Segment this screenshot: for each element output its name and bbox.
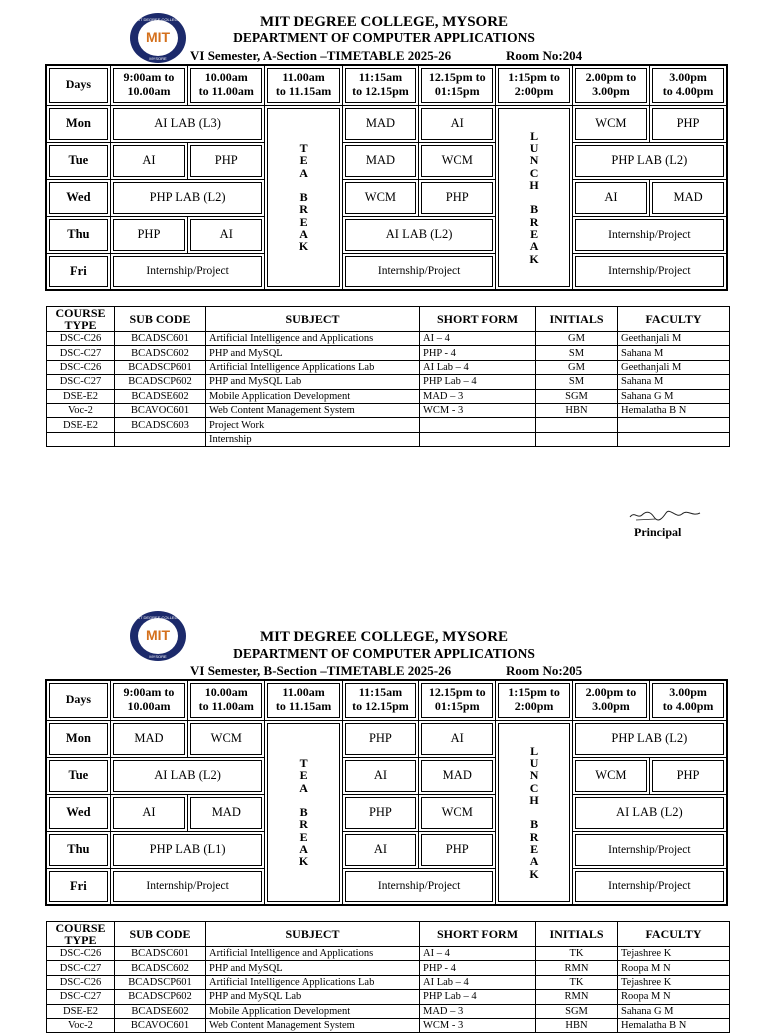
time-header: 11.00am to 11.15am: [265, 680, 342, 720]
class-cell: Internship/Project: [572, 253, 727, 290]
class-cell: Internship/Project: [572, 216, 727, 253]
course-table-b: [46, 921, 730, 1033]
subject-header: SUBJECT: [206, 922, 420, 947]
day-label: Thu: [46, 216, 110, 253]
class-cell: PHP: [342, 794, 418, 831]
class-cell: PHP: [650, 105, 727, 142]
class-cell: PHP: [419, 179, 496, 216]
day-label: Mon: [46, 105, 110, 142]
class-cell: WCM: [419, 142, 496, 179]
department-name: DEPARTMENT OF COMPUTER APPLICATIONS: [233, 30, 535, 45]
class-cell: Internship/Project: [572, 831, 727, 868]
day-label: Tue: [46, 142, 110, 179]
class-cell: WCM: [342, 179, 418, 216]
time-header: 9:00am to 10.00am: [110, 680, 187, 720]
time-header: 2.00pm to 3.00pm: [572, 65, 649, 105]
subject-header: SUBJECT: [206, 307, 420, 332]
initials-header: INITIALS: [536, 922, 618, 947]
semester-line: VI Semester, A-Section –TIMETABLE 2025-26: [190, 48, 452, 63]
tea-break-text: T E A B R E A K: [298, 755, 309, 869]
semester-line: VI Semester, B-Section –TIMETABLE 2025-26: [190, 663, 452, 678]
svg-text:MIT DEGREE COLLEGE: MIT DEGREE COLLEGE: [135, 615, 181, 620]
time-header: 12.15pm to 01:15pm: [419, 65, 496, 105]
table-row: DSC-C26 BCADSC601 Artificial Intelligence and Applications AI – 4 TK Tejashree K: [47, 947, 730, 961]
svg-text:MIT DEGREE COLLEGE: MIT DEGREE COLLEGE: [135, 17, 181, 22]
table-row: Voc-2 BCAVOC601 Web Content Management System WCM - 3 HBN Hemalatha B N: [47, 1018, 730, 1032]
table-row: DSC-C27 BCADSC602 PHP and MySQL PHP - 4 SM Sahana M: [47, 346, 730, 360]
table-row: DSC-C26 BCADSC601 Artificial Intelligence and Applications AI – 4 GM Geethanjali M: [47, 332, 730, 346]
class-cell: WCM: [419, 794, 496, 831]
time-header: 10.00am to 11.00am: [188, 680, 265, 720]
time-header: 12.15pm to 01:15pm: [419, 680, 496, 720]
class-cell: Internship/Project: [110, 868, 265, 905]
svg-text:MYSORE: MYSORE: [149, 56, 167, 61]
class-cell: WCM: [572, 105, 649, 142]
lunch-break: [496, 105, 572, 290]
lunch-break-text: L U N C H B R E A K: [529, 128, 539, 266]
time-header: 11:15am to 12.15pm: [342, 65, 418, 105]
day-label: Tue: [46, 757, 110, 794]
days-header: Days: [46, 65, 110, 105]
class-cell: Internship/Project: [342, 868, 496, 905]
class-cell: PHP LAB (L2): [572, 142, 727, 179]
class-cell: MAD: [342, 105, 418, 142]
class-cell: AI: [419, 105, 496, 142]
class-cell: AI: [110, 794, 187, 831]
day-label: Mon: [46, 720, 110, 757]
college-name: MIT DEGREE COLLEGE, MYSORE: [259, 629, 509, 645]
short-form-header: SHORT FORM: [420, 922, 536, 947]
svg-text:MYSORE: MYSORE: [149, 654, 167, 659]
class-cell: PHP: [110, 216, 187, 253]
day-label: Wed: [46, 794, 110, 831]
course-type-header: COURSE TYPE: [47, 922, 115, 947]
sub-code-header: SUB CODE: [115, 307, 206, 332]
time-header: 3.00pm to 4.00pm: [650, 680, 727, 720]
class-cell: WCM: [572, 757, 649, 794]
class-cell: PHP LAB (L1): [110, 831, 265, 868]
tea-break: [265, 720, 342, 905]
class-cell: PHP: [342, 720, 418, 757]
class-cell: AI: [188, 216, 265, 253]
svg-text:MIT: MIT: [145, 627, 171, 643]
class-cell: PHP LAB (L2): [110, 179, 265, 216]
table-row: DSE-E2 BCADSE602 Mobile Application Development MAD – 3 SGM Sahana G M: [47, 1004, 730, 1018]
class-cell: Internship/Project: [342, 253, 496, 290]
lunch-break: [496, 720, 572, 905]
day-label: Thu: [46, 831, 110, 868]
class-cell: Internship/Project: [110, 253, 265, 290]
department-name: DEPARTMENT OF COMPUTER APPLICATIONS: [233, 646, 535, 661]
class-cell: AI: [110, 142, 187, 179]
tea-break-text: T E A B R E A K: [298, 140, 309, 254]
class-cell: PHP: [650, 757, 727, 794]
day-label: Fri: [46, 868, 110, 905]
table-row: DSC-C26 BCADSCP601 Artificial Intelligence Applications Lab AI Lab – 4 TK Tejashree K: [47, 975, 730, 989]
class-cell: AI: [342, 757, 418, 794]
time-header: 11.00am to 11.15am: [265, 65, 342, 105]
table-row: DSC-C27 BCADSCP602 PHP and MySQL Lab PHP Lab – 4 RMN Roopa M N: [47, 990, 730, 1004]
class-cell: MAD: [188, 794, 265, 831]
timetable-a: [45, 64, 728, 291]
class-cell: AI: [572, 179, 649, 216]
initials-header: INITIALS: [536, 307, 618, 332]
time-header: 2.00pm to 3.00pm: [572, 680, 649, 720]
table-row: Internship: [47, 432, 730, 446]
class-cell: Internship/Project: [572, 868, 727, 905]
table-row: Voc-2 BCAVOC601 Web Content Management System WCM - 3 HBN Hemalatha B N: [47, 403, 730, 417]
room-number: Room No:204: [506, 48, 583, 63]
faculty-header: FACULTY: [618, 922, 730, 947]
time-header: 11:15am to 12.15pm: [342, 680, 418, 720]
class-cell: MAD: [110, 720, 187, 757]
class-cell: MAD: [650, 179, 727, 216]
table-row: DSC-C27 BCADSC602 PHP and MySQL PHP - 4 RMN Roopa M N: [47, 961, 730, 975]
course-table-a: [46, 306, 730, 447]
class-cell: PHP: [188, 142, 265, 179]
tea-break: [265, 105, 342, 290]
class-cell: AI LAB (L2): [342, 216, 496, 253]
table-row: DSC-C26 BCADSCP601 Artificial Intelligence Applications Lab AI Lab – 4 GM Geethanjali M: [47, 360, 730, 374]
class-cell: AI LAB (L2): [110, 757, 265, 794]
faculty-header: FACULTY: [618, 307, 730, 332]
class-cell: AI LAB (L3): [110, 105, 265, 142]
table-row: DSE-E2 BCADSE602 Mobile Application Development MAD – 3 SGM Sahana G M: [47, 389, 730, 403]
college-name: MIT DEGREE COLLEGE, MYSORE: [259, 14, 509, 30]
lunch-break-text: L U N C H B R E A K: [529, 743, 539, 881]
short-form-header: SHORT FORM: [420, 307, 536, 332]
days-header: Days: [46, 680, 110, 720]
svg-text:MIT: MIT: [145, 29, 171, 45]
class-cell: AI: [419, 720, 496, 757]
class-cell: WCM: [188, 720, 265, 757]
principal-label: Principal: [634, 525, 682, 539]
class-cell: PHP: [419, 831, 496, 868]
sub-code-header: SUB CODE: [115, 922, 206, 947]
class-cell: AI: [342, 831, 418, 868]
class-cell: MAD: [419, 757, 496, 794]
class-cell: MAD: [342, 142, 418, 179]
table-row: DSE-E2 BCADSC603 Project Work: [47, 418, 730, 432]
time-header: 1:15pm to 2:00pm: [496, 680, 572, 720]
time-header: 3.00pm to 4.00pm: [650, 65, 727, 105]
time-header: 10.00am to 11.00am: [188, 65, 265, 105]
class-cell: AI LAB (L2): [572, 794, 727, 831]
day-label: Fri: [46, 253, 110, 290]
timetable-b: [45, 679, 728, 906]
principal-signature: [626, 505, 706, 525]
table-row: DSC-C27 BCADSCP602 PHP and MySQL Lab PHP Lab – 4 SM Sahana M: [47, 375, 730, 389]
room-number: Room No:205: [506, 663, 583, 678]
time-header: 1:15pm to 2:00pm: [496, 65, 572, 105]
time-header: 9:00am to 10.00am: [110, 65, 187, 105]
course-type-header: COURSE TYPE: [47, 307, 115, 332]
day-label: Wed: [46, 179, 110, 216]
class-cell: PHP LAB (L2): [572, 720, 727, 757]
